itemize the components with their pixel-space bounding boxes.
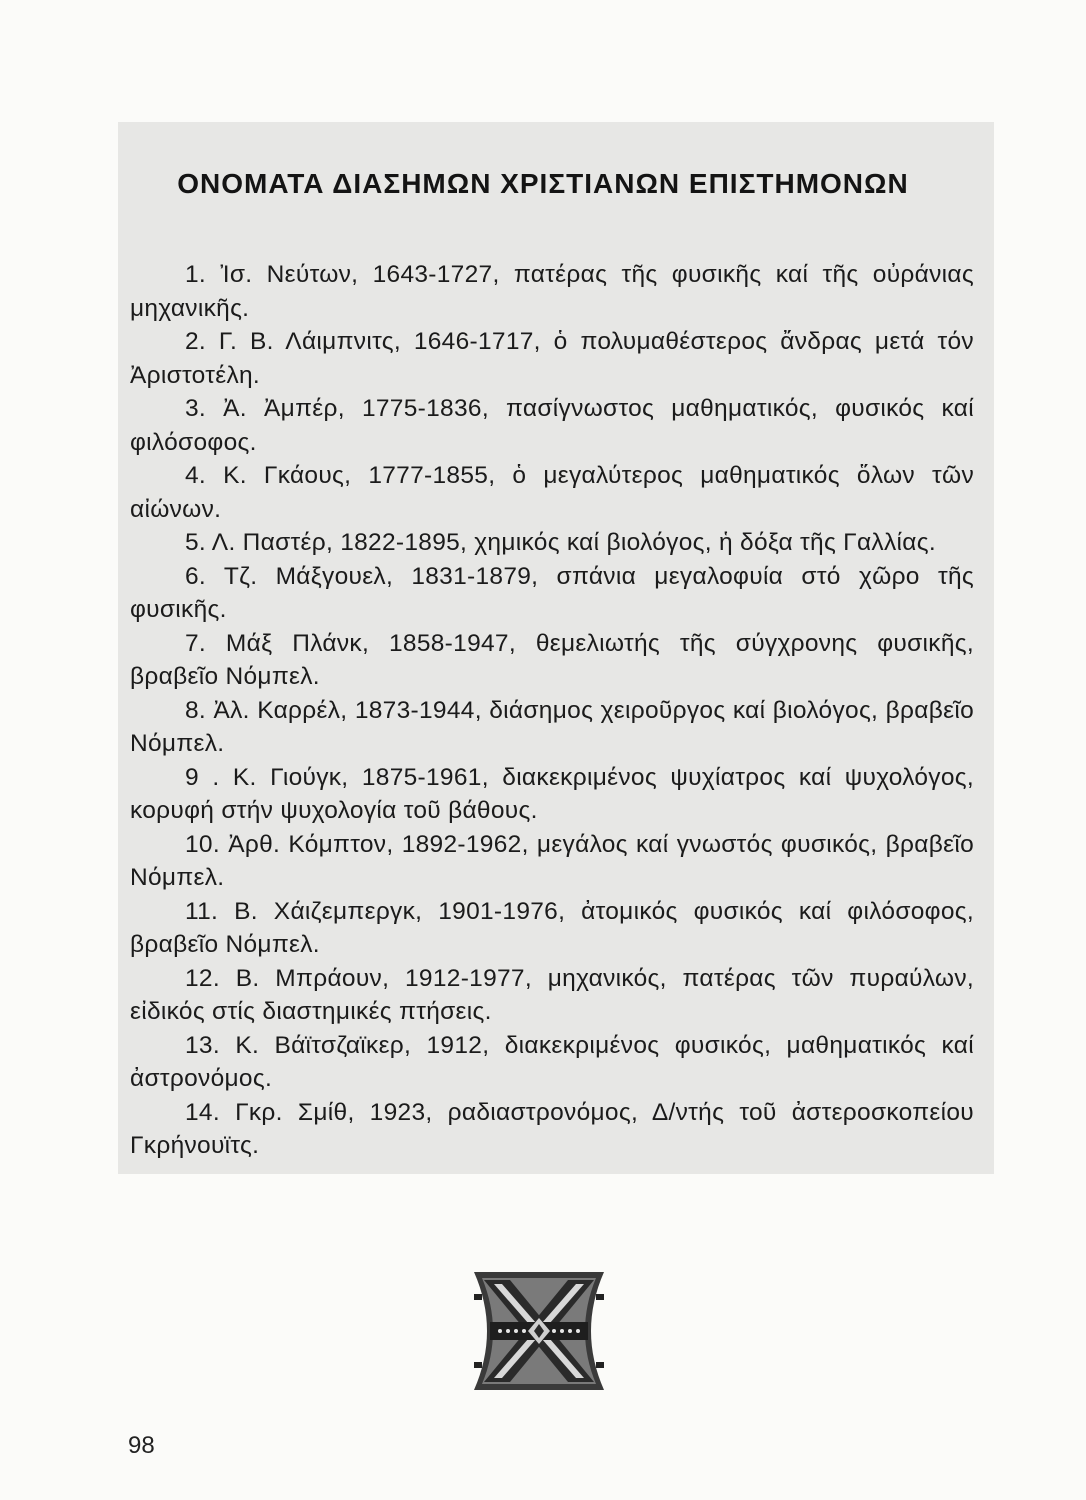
list-item: 9 . Κ. Γιούγκ, 1875-1961, διακεκριμένος ψυχίατρος καί ψυχολόγος, κορυφή στήν ψυχολογία τοῦ βάθους. xyxy=(130,763,974,824)
list-item: 4. Κ. Γκάους, 1777-1855, ὁ μεγαλύτερος μαθηματικός ὅλων τῶν αἰώνων. xyxy=(130,462,974,523)
list-item: 11. Β. Χάιζεμπεργκ, 1901-1976, ἀτομικός φυσικός καί φιλόσοφος, βραβεῖο Νόμπελ. xyxy=(130,897,974,958)
list-item: 1. Ἰσ. Νεύτων, 1643-1727, πατέρας τῆς φυσικῆς καί τῆς οὐράνιας μηχανικῆς. xyxy=(130,261,974,322)
list-item: 13. Κ. Βάϊτσζαϊκερ, 1912, διακεκριμένος φυσικός, μαθηματικός καί ἀστρονόμος. xyxy=(130,1031,974,1092)
page-number: 98 xyxy=(128,1432,155,1459)
list-item: 10. Ἀρθ. Κόμπτον, 1892-1962, μεγάλος καί γνωστός φυσικός, βραβεῖο Νόμπελ. xyxy=(130,830,974,891)
list-item: 2. Γ. Β. Λάιμπνιτς, 1646-1717, ὁ πολυμαθέστερος ἄνδρας μετά τόν Ἀριστοτέλη. xyxy=(130,328,974,389)
list-item: 5. Λ. Παστέρ, 1822-1895, χημικός καί βιολόγος, ἡ δόξα τῆς Γαλλίας. xyxy=(185,529,936,556)
list-item: 12. Β. Μπράουν, 1912-1977, μηχανικός, πατέρας τῶν πυραύλων, εἰδικός στίς διαστημικές πτήσεις. xyxy=(130,964,974,1025)
list-item: 7. Μάξ Πλάνκ, 1858-1947, θεμελιωτής τῆς σύγχρονης φυσικῆς, βραβεῖο Νόμπελ. xyxy=(130,629,974,690)
page-title: ΟΝΟΜΑΤΑ ΔΙΑΣΗΜΩΝ ΧΡΙΣΤΙΑΝΩΝ ΕΠΙΣΤΗΜΟΝΩΝ xyxy=(177,168,909,199)
list-item: 6. Τζ. Μάξγουελ, 1831-1879, σπάνια μεγαλοφυία στό χῶρο τῆς φυσικῆς. xyxy=(130,562,974,623)
decorative-ornament-icon xyxy=(470,1268,608,1394)
list-item: 3. Ἀ. Ἀμπέρ, 1775-1836, πασίγνωστος μαθηματικός, φυσικός καί φιλόσοφος. xyxy=(130,395,974,456)
list-item: 8. Ἀλ. Καρρέλ, 1873-1944, διάσημος χειροῦργος καί βιολόγος, βραβεῖο Νόμπελ. xyxy=(130,696,974,757)
scientist-list xyxy=(130,258,974,1163)
list-item: 14. Γκρ. Σμίθ, 1923, ραδιαστρονόμος, Δ/ντής τοῦ ἀστεροσκοπείου Γκρήνουϊτς. xyxy=(130,1098,974,1159)
